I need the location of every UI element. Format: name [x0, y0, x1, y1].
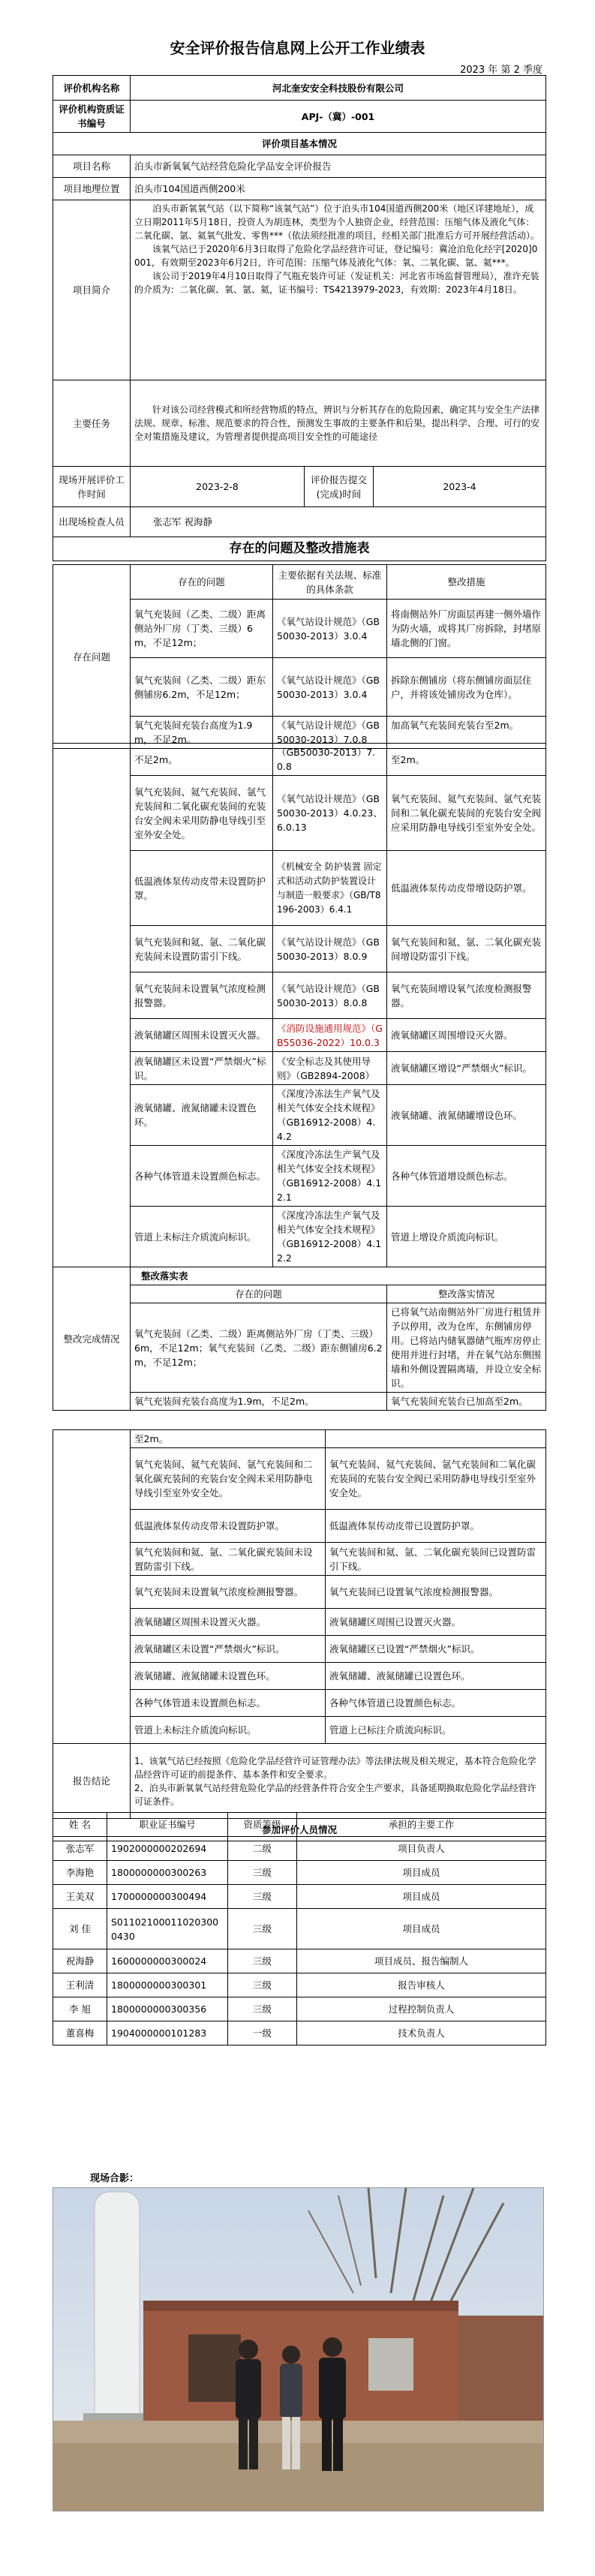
issue-problem: 氧气充装间充装台高度为1.9m，不足2m。 — [131, 717, 273, 749]
rectify-done: 氧气充装间充装台已加高至2m。 — [387, 1393, 546, 1411]
staff-name: 张志军 — [53, 1837, 107, 1861]
issue-problem: 管道上未标注介质流向标识。 — [131, 1207, 273, 1267]
rectify-table — [53, 1429, 546, 1841]
rectify-problem: 各种气体管道未设置颜色标志。 — [131, 1690, 326, 1717]
issue-fix: 管道上增设介质流向标识。 — [387, 1207, 546, 1267]
issue-problem: 氧气充装间（乙类、二级）距东侧铺房6.2m，不足12m； — [131, 658, 273, 717]
issue-basis: 《深度冷冻法生产氧气及相关气体安全技术规程》（GB16912-2008）4.12.1 — [273, 1146, 387, 1207]
issue-fix: 液氧储罐、液氮储罐增设色环。 — [387, 1085, 546, 1146]
project-location-value: 泊头市104国道西侧200米 — [131, 178, 546, 200]
issues-section-title: 存在的问题及整改措施表 — [53, 537, 546, 561]
rectify-row-label: 整改完成情况 — [53, 1267, 131, 1411]
issues-table-2 — [53, 743, 546, 1411]
staff-work: 过程控制负责人 — [297, 1997, 546, 2021]
project-intro-label: 项目简介 — [53, 200, 131, 380]
issue-fix: 拆除东侧铺房（将东侧铺房面层住户，并将该处铺房改为仓库）。 — [387, 658, 546, 717]
issue-basis: 《深度冷冻法生产氧气及相关气体安全技术规程》（GB16912-2008）4.12.2 — [273, 1207, 387, 1267]
issue-fix: 将南侧站外厂房面层再建一侧外墙作为防火墙，或将其厂房拆除，封堵原墙北侧的门窗。 — [387, 600, 546, 658]
staff-work: 项目成员 — [297, 1861, 546, 1885]
staff-cert: 1800000000300263 — [107, 1861, 228, 1885]
project-name-value: 泊头市新氧氧气站经营危险化学品安全评价报告 — [131, 155, 546, 178]
staff-on-site-label: 出现场检查人员 — [53, 507, 131, 537]
cert-label: 评价机构资质证书编号 — [53, 101, 131, 133]
staff-name: 王利清 — [53, 1973, 107, 1997]
staff-level: 三级 — [228, 1973, 297, 1997]
work-time-label: 现场开展评价工作时间 — [53, 467, 131, 507]
issue-basis: 《机械安全 防护装置 固定式和活动式防护装置设计与制造一般要求》（GB/T8196-2003）6.4.1 — [273, 851, 387, 926]
staff-col-level: 资质等级 — [228, 1813, 297, 1837]
staff-col-work: 承担的主要工作 — [297, 1813, 546, 1837]
issue-basis: 《氧气站设计规范》（GB50030-2013）4.0.23、6.0.13 — [273, 776, 387, 851]
period-quarter: 第 2 季度 — [500, 65, 542, 76]
rectify-problem: 氧气充装间未设置氧气浓度检测报警器。 — [131, 1576, 326, 1609]
staff-section-title: 参加评价人员情况 — [53, 1819, 546, 1841]
staff-name: 刘 佳 — [53, 1909, 107, 1949]
staff-cert: 1902000000202694 — [107, 1837, 228, 1861]
staff-row — [53, 1837, 546, 1861]
issue-problem: 氧气充装间未设置氧气浓度检测报警器。 — [131, 972, 273, 1019]
staff-work: 项目成员、报告编制人 — [297, 1949, 546, 1973]
project-location-label: 项目地理位置 — [53, 178, 131, 200]
staff-cert: 1904000000101283 — [107, 2021, 228, 2045]
rectify-col2: 整改落实情况 — [387, 1285, 546, 1303]
rectify-col1: 存在的问题 — [131, 1285, 387, 1303]
project-intro-p2: 该氧气站已于2020年6月3日取得了危险化学品经营许可证，登记编号：冀沧泊危化经字[2020]0001，有效期至2023年6月2日，许可范围：压缩气体及液化气体：氧、二氧化碳、氩、氦***。 — [134, 244, 538, 268]
staff-level: 三级 — [228, 1909, 297, 1949]
staff-work: 项目负责人 — [297, 1837, 546, 1861]
staff-cert: 1800000000300301 — [107, 1973, 228, 1997]
cert-value: APJ-（冀）-001 — [131, 101, 546, 133]
issue-problem: 液氧储罐、液氮储罐未设置色环。 — [131, 1085, 273, 1146]
report-time-label: 评价报告提交(完成)时间 — [305, 467, 374, 507]
staff-level: 二级 — [228, 1837, 297, 1861]
issue-fix: 加高氧气充装间充装台至2m。 — [387, 717, 546, 749]
staff-table — [53, 1812, 546, 2045]
issue-problem: 液氧储罐区周围未设置灭火器。 — [131, 1019, 273, 1052]
rectify-done: 已将氧气站南侧站外厂房进行租赁并予以停用，改为仓库，东侧铺房停用。已将站内储氧器储气瓶库房停止使用并进行封堵，并在氧气站东侧围墙和外侧设置隔离墙，并设立安全标识。 — [387, 1303, 546, 1393]
work-time-value: 2023-2-8 — [131, 467, 305, 507]
issue-fix-cont: 至2m。 — [387, 744, 546, 776]
issue-problem-cont: 不足2m。 — [131, 744, 273, 776]
issue-basis: 《消防设施通用规范》（GB55036-2022）10.0.3 — [273, 1019, 387, 1052]
issue-problem: 各种气体管道未设置颜色标志。 — [131, 1146, 273, 1207]
issue-basis: 《氧气站设计规范》（GB50030-2013）3.0.4 — [273, 658, 387, 717]
issue-fix: 氧气充装间和氦、氩、二氧化碳充装间增设防雷引下线。 — [387, 926, 546, 972]
task-label: 主要任务 — [53, 380, 131, 467]
conclusion-label: 报告结论 — [53, 1744, 131, 1819]
period-year: 2023 年 — [460, 65, 498, 76]
rectify-problem: 低温液体泵传动皮带未设置防护罩。 — [131, 1510, 326, 1543]
staff-work: 项目成员 — [297, 1909, 546, 1949]
rectify-done: 液氧储罐区已设置“严禁烟火”标识。 — [326, 1636, 546, 1663]
rectify-cont-label — [53, 1430, 131, 1744]
issue-basis: 《氧气站设计规范》（GB50030-2013）3.0.4 — [273, 600, 387, 658]
staff-name: 祝海静 — [53, 1949, 107, 1973]
issues-page2 — [53, 743, 547, 1418]
org-label: 评价机构名称 — [53, 76, 131, 101]
issues-cont-label — [53, 744, 131, 1267]
issue-problem: 氧气充装间（乙类、二级）距离侧站外厂房（丁类、三级）6m，不足12m； — [131, 600, 273, 658]
photo-label: 现场合影： — [90, 2173, 140, 2184]
issue-problem: 低温液体泵传动皮带未设置防护罩。 — [131, 851, 273, 926]
rectify-problem: 管道上未标注介质流向标识。 — [131, 1717, 326, 1744]
issues-page1 — [53, 564, 547, 745]
rectify-problem-cont: 至2m。 — [131, 1430, 326, 1448]
project-intro-p3: 该公司于2019年4月10日取得了气瓶充装许可证（发证机关：河北省市场监督管理局），准许充装的介质为：二氧化碳、氧、氩、氦，证书编号：TS4213979-2023，有效期：2023年4月18日。 — [134, 271, 539, 295]
rectify-done: 管道上已标注介质流向标识。 — [326, 1717, 546, 1744]
issue-fix: 液氧储罐区增设“严禁烟火”标识。 — [387, 1052, 546, 1085]
rectify-done: 各种气体管道已设置颜色标志。 — [326, 1690, 546, 1717]
rectify-done: 液氧储罐区周围已设置灭火器。 — [326, 1609, 546, 1636]
issues-col1: 存在的问题 — [131, 565, 273, 600]
report-period — [460, 62, 542, 76]
rectify-problem: 液氧储罐区周围未设置灭火器。 — [131, 1609, 326, 1636]
issue-basis: 《氧气站设计规范》（GB50030-2013）8.0.8 — [273, 972, 387, 1019]
staff-work: 项目成员 — [297, 1885, 546, 1909]
project-intro — [131, 200, 546, 380]
staff-cert: 1700000000300494 — [107, 1885, 228, 1909]
staff-row — [53, 1909, 546, 1949]
rectify-done: 氧气充装间已设置氧气浓度检测报警器。 — [326, 1576, 546, 1609]
rectify-done: 低温液体泵传动皮带已设置防护罩。 — [326, 1510, 546, 1543]
issue-basis-cont: （GB50030-2013）7.0.8 — [273, 744, 387, 776]
issue-fix: 各种气体管道增设颜色标志。 — [387, 1146, 546, 1207]
staff-level: 三级 — [228, 1861, 297, 1885]
issue-fix: 低温液体泵传动皮带增设防护罩。 — [387, 851, 546, 926]
staff-row — [53, 1997, 546, 2021]
rectify-section-title: 整改落实表 — [131, 1267, 546, 1285]
issue-fix: 氧气充装间增设氧气浓度检测报警器。 — [387, 972, 546, 1019]
rectify-problem: 氧气充装间和氦、氩、二氧化碳充装间未设置防雷引下线。 — [131, 1543, 326, 1576]
conclusion-text: 1、该氧气站已经按照《危险化学品经营许可证管理办法》等法律法规及相关规定，基本符合危险化学品经营许可证的前提条件、基本条件和安全要求。 2、泊头市新氧氧气站经营危险化学品的经营条件符合安全生产要求，具备延期换取危险化学品经营许可证条件。 — [131, 1744, 546, 1819]
staff-level: 一级 — [228, 2021, 297, 2045]
rectify-done-cont — [326, 1430, 546, 1448]
rectify-problem: 液氧储罐区未设置“严禁烟火”标识。 — [131, 1636, 326, 1663]
issue-fix: 液氧储罐区周围增设灭火器。 — [387, 1019, 546, 1052]
staff-row — [53, 1885, 546, 1909]
issues-col2: 主要依据有关法规、标准的具体条款 — [273, 565, 387, 600]
staff-name: 李 旭 — [53, 1997, 107, 2021]
info-table — [53, 75, 546, 561]
org-value: 河北奎安安全科技股份有限公司 — [131, 76, 546, 101]
rectify-done: 氧气充装间、氦气充装间、氩气充装间和二氧化碳充装间的充装台安全阀已采用防静电导线引至室外安全处。 — [326, 1448, 546, 1510]
site-group-photo — [53, 2187, 544, 2511]
issues-col3: 整改措施 — [387, 565, 546, 600]
staff-level: 三级 — [228, 1885, 297, 1909]
issue-problem: 氧气充装间、氦气充装间、氩气充装间和二氧化碳充装间的充装台安全阀未采用防静电导线引至室外安全处。 — [131, 776, 273, 851]
rectify-done: 液氧储罐、液氮储罐已设置色环。 — [326, 1663, 546, 1690]
rectify-problem: 氧气充装间（乙类、二级）距离侧站外厂房（丁类、三级）6m，不足12m；氧气充装间（乙类、二级）距东侧铺房6.2m，不足12m； — [131, 1303, 387, 1393]
staff-row — [53, 1861, 546, 1885]
rectify-problem: 液氧储罐、液氮储罐未设置色环。 — [131, 1663, 326, 1690]
staff-name: 董喜梅 — [53, 2021, 107, 2045]
issue-basis: 《安全标志及其使用导则》（GB2894-2008） — [273, 1052, 387, 1085]
staff-name: 王美双 — [53, 1885, 107, 1909]
rectify-problem: 氧气充装间、氦气充装间、氩气充装间和二氧化碳充装间的充装台安全阀未采用防静电导线引至室外安全处。 — [131, 1448, 326, 1510]
report-time-value: 2023-4 — [374, 467, 546, 507]
project-section-title: 评价项目基本情况 — [53, 133, 546, 155]
staff-row — [53, 1973, 546, 1997]
issues-row-label: 存在问题 — [53, 565, 131, 749]
project-name-label: 项目名称 — [53, 155, 131, 178]
task-value: 针对该公司经营模式和所经营物质的特点，辨识与分析其存在的危险因素，确定其与安全生产法律法规、规章、标准、规范要求的符合性，预测发生事故的主要条件和后果，提出科学、合理、可行的安全对策措施及建议，为管理者提供提高项目安全性的可能途径 — [131, 380, 546, 467]
staff-cert: 1600000000300024 — [107, 1949, 228, 1973]
site-photo-image — [53, 2188, 543, 2511]
issue-problem: 液氧储罐区未设置“严禁烟火”标识。 — [131, 1052, 273, 1085]
staff-level: 三级 — [228, 1997, 297, 2021]
issues-table-1 — [53, 564, 546, 749]
staff-cert: 1800000000300356 — [107, 1997, 228, 2021]
doc-title: 安全评价报告信息网上公开工作业绩表 — [170, 39, 425, 57]
staff-row — [53, 2021, 546, 2045]
staff-col-name: 姓 名 — [53, 1813, 107, 1837]
issue-basis: 《氧气站设计规范》（GB50030-2013）7.0.8 — [273, 717, 387, 749]
issue-fix: 氧气充装间、氦气充装间、氩气充装间和二氧化碳充装间的充装台安全阀应采用防静电导线引至室外安全处。 — [387, 776, 546, 851]
staff-col-cert: 职业证书编号 — [107, 1813, 228, 1837]
issue-problem: 氧气充装间和氦、氩、二氧化碳充装间未设置防雷引下线。 — [131, 926, 273, 972]
staff-name: 李海艳 — [53, 1861, 107, 1885]
staff-row — [53, 1949, 546, 1973]
staff-level: 三级 — [228, 1949, 297, 1973]
project-intro-p1: 泊头市新氧氧气站（以下简称“该氧气站”）位于泊头市104国道西侧200米（地区详建地址），成立日期2011年5月18日，投资人为胡连林，类型为个人独资企业，经营范围：压缩气体及液化气体：二氧化碳、氩、氦氧气批发、零售***（依法须经批准的项目，经相关部门批准后方可开展经营活动）。 — [134, 203, 540, 241]
issue-basis: 《深度冷冻法生产氧气及相关气体安全技术规程》（GB16912-2008）4.4.2 — [273, 1085, 387, 1146]
staff-work: 技术负责人 — [297, 2021, 546, 2045]
issue-basis: 《氧气站设计规范》（GB50030-2013）8.0.9 — [273, 926, 387, 972]
rectify-problem: 氧气充装间充装台高度为1.9m，不足2m。 — [131, 1393, 387, 1411]
staff-on-site-value: 张志军 祝海静 — [131, 507, 546, 537]
staff-work: 报告审核人 — [297, 1973, 546, 1997]
staff-cert: S011021000110203000430 — [107, 1909, 228, 1949]
rectify-done: 氧气充装间和氦、氩、二氧化碳充装间已设置防雷引下线。 — [326, 1543, 546, 1576]
